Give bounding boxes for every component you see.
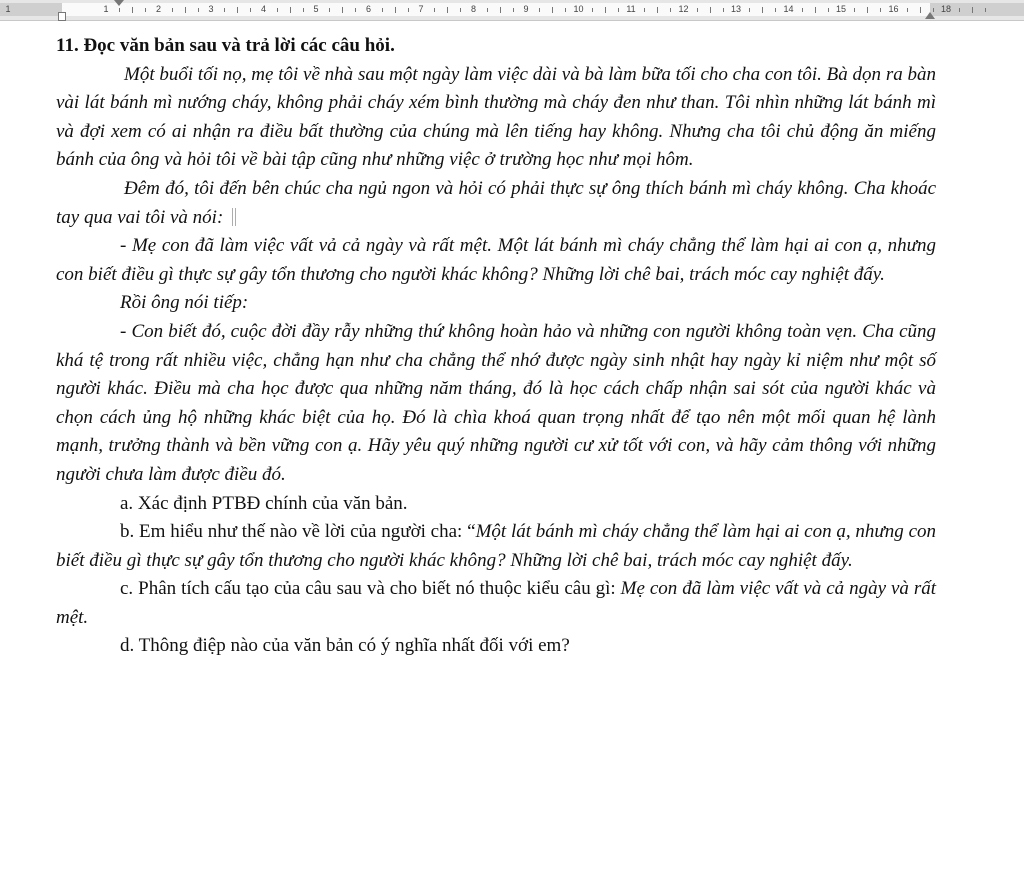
ruler-tick [487, 8, 488, 12]
ruler-tick [592, 8, 593, 12]
ruler-tick [342, 7, 343, 13]
ruler-number: 4 [260, 4, 266, 14]
ruler-tick [985, 8, 986, 12]
ruler-tick [762, 7, 763, 13]
ruler-number: 6 [365, 4, 371, 14]
passage-paragraph-4: Rồi ông nói tiếp: [120, 292, 249, 314]
ruler-number: 8 [470, 4, 476, 14]
ruler-number: 15 [835, 4, 846, 14]
ruler-tick [395, 7, 396, 13]
ruler-tick [355, 8, 356, 12]
ruler-tick [657, 7, 658, 13]
ruler-tick [500, 7, 501, 13]
ruler-number: 1 [103, 4, 109, 14]
ruler-tick [277, 8, 278, 12]
ruler-tick [723, 8, 724, 12]
passage-paragraph-5: - Con biết đó, cuộc đời đầy rẫy những thứ không hoàn hảo và những con người không toàn vẹn. Cha cũng khá tệ trong rất nhiều việc, chẳng hạn như cha chẳng thể nhớ được ngày sinh nhật hay ngày kỉ niệm như một số người khác. Điều mà cha học được qua những năm tháng, đó là học cách chấp nhận sai sót của người khác và chọn cách ủng hộ những khác biệt của họ. Đó là chìa khoá quan trọng nhất để tạo nên một mối quan hệ lành mạnh, trưởng thành và bền vững con ạ. Hãy yêu quý những người cư xử tốt với con, và hãy cảm thông với những người chưa làm được điều đó. [56, 320, 936, 485]
ruler-tick [802, 8, 803, 12]
ruler-number: 18 [940, 4, 951, 14]
right-indent-marker[interactable] [925, 12, 935, 19]
ruler-tick [775, 8, 776, 12]
ruler-tick [198, 8, 199, 12]
ruler-tick [329, 8, 330, 12]
ruler-tick [959, 8, 960, 12]
ruler-tick [408, 8, 409, 12]
ruler-tick [907, 8, 908, 12]
ruler-number: 9 [523, 4, 529, 14]
question-b [56, 518, 936, 575]
text-cursor-icon [232, 208, 236, 226]
question-d: d. Thông điệp nào của văn bản có ý nghĩa nhất đối với em? [120, 635, 570, 657]
ruler-tick [565, 8, 566, 12]
ruler-tick [644, 8, 645, 12]
ruler-tick [749, 8, 750, 12]
question-b-lead: b. Em hiểu như thế nào về lời của người cha: “ [120, 521, 476, 543]
passage-paragraph-2 [56, 175, 936, 232]
left-indent-marker[interactable] [58, 12, 66, 21]
ruler-tick [854, 8, 855, 12]
ruler-tick [605, 7, 606, 13]
question-c-lead: c. Phân tích cấu tạo của câu sau và cho biết nó thuộc kiểu câu gì: [120, 578, 621, 600]
ruler-tick [513, 8, 514, 12]
horizontal-ruler[interactable] [0, 0, 1024, 21]
ruler-number: 5 [313, 4, 319, 14]
passage-paragraph-1: Một buổi tối nọ, mẹ tôi về nhà sau một ngày làm việc dài và bà làm bữa tối cho cha con tôi. Bà dọn ra bàn vài lát bánh mì nướng cháy, không phải cháy xém bình thường mà cháy đen như than. Tôi nhìn những lát bánh mì và đợi xem có ai nhận ra điều bất thường của chúng mà lên tiếng hay không. Nhưng cha tôi chủ động ăn miếng bánh của ông và hỏi tôi về bài tập cũng như những việc ở trường học như mọi hôm. [56, 63, 936, 171]
ruler-text-area [62, 3, 930, 16]
ruler-tick [828, 8, 829, 12]
ruler-tick [290, 7, 291, 13]
question-a: a. Xác định PTBĐ chính của văn bản. [120, 492, 408, 514]
ruler-tick [119, 8, 120, 12]
ruler-tick [670, 8, 671, 12]
ruler-tick [867, 7, 868, 13]
question-c [56, 575, 936, 632]
ruler-tick [539, 8, 540, 12]
ruler-tick [447, 7, 448, 13]
ruler-tick [382, 8, 383, 12]
first-line-indent-marker[interactable] [114, 0, 124, 6]
ruler-number: 14 [783, 4, 794, 14]
ruler-tick [920, 7, 921, 13]
ruler-number: 16 [888, 4, 899, 14]
ruler-number: 10 [573, 4, 584, 14]
ruler-number: 12 [678, 4, 689, 14]
ruler-tick [303, 8, 304, 12]
passage-paragraph-3: - Mẹ con đã làm việc vất vả cả ngày và rất mệt. Một lát bánh mì cháy chẳng thể làm hại ai con ạ, nhưng con biết điều gì thực sự gây tổn thương cho người khác không? Những lời chê bai, trách móc cay nghiệt đấy. [56, 235, 936, 285]
ruler-label: 1 [5, 4, 11, 14]
ruler-tick [172, 8, 173, 12]
ruler-tick [618, 8, 619, 12]
ruler-number: 11 [626, 4, 636, 14]
document-page[interactable] [56, 32, 936, 661]
ruler-tick [710, 7, 711, 13]
ruler-tick [972, 7, 973, 13]
ruler-number: 2 [155, 4, 161, 14]
ruler-number: 7 [418, 4, 424, 14]
question-b-quote: Một lát bánh mì cháy chẳng thể làm hại ai con ạ, nhưng con biết điều gì thực sự gây tổn thương cho người khác không? Những lời chê bai, trách móc cay nghiệt đấy. [56, 521, 936, 571]
ruler-tick [237, 7, 238, 13]
ruler-tick [697, 8, 698, 12]
passage-paragraph-2-text: Đêm đó, tôi đến bên chúc cha ngủ ngon và hỏi có phải thực sự ông thích bánh mì cháy không. Cha khoác tay qua vai tôi và nói: [56, 177, 936, 228]
ruler-number: 13 [730, 4, 741, 14]
ruler-tick [434, 8, 435, 12]
ruler-tick [132, 7, 133, 13]
ruler-tick [185, 7, 186, 13]
ruler-tick [460, 8, 461, 12]
ruler-tick [224, 8, 225, 12]
ruler-tick [250, 8, 251, 12]
question-heading: 11. Đọc văn bản sau và trả lời các câu hỏi. [56, 35, 395, 56]
ruler-tick [880, 8, 881, 12]
ruler-tick [815, 7, 816, 13]
question-c-quote: Mẹ con đã làm việc vất và cả ngày và rất mệt. [56, 578, 936, 628]
ruler-tick [552, 7, 553, 13]
ruler-number: 3 [208, 4, 214, 14]
ruler-tick [145, 8, 146, 12]
